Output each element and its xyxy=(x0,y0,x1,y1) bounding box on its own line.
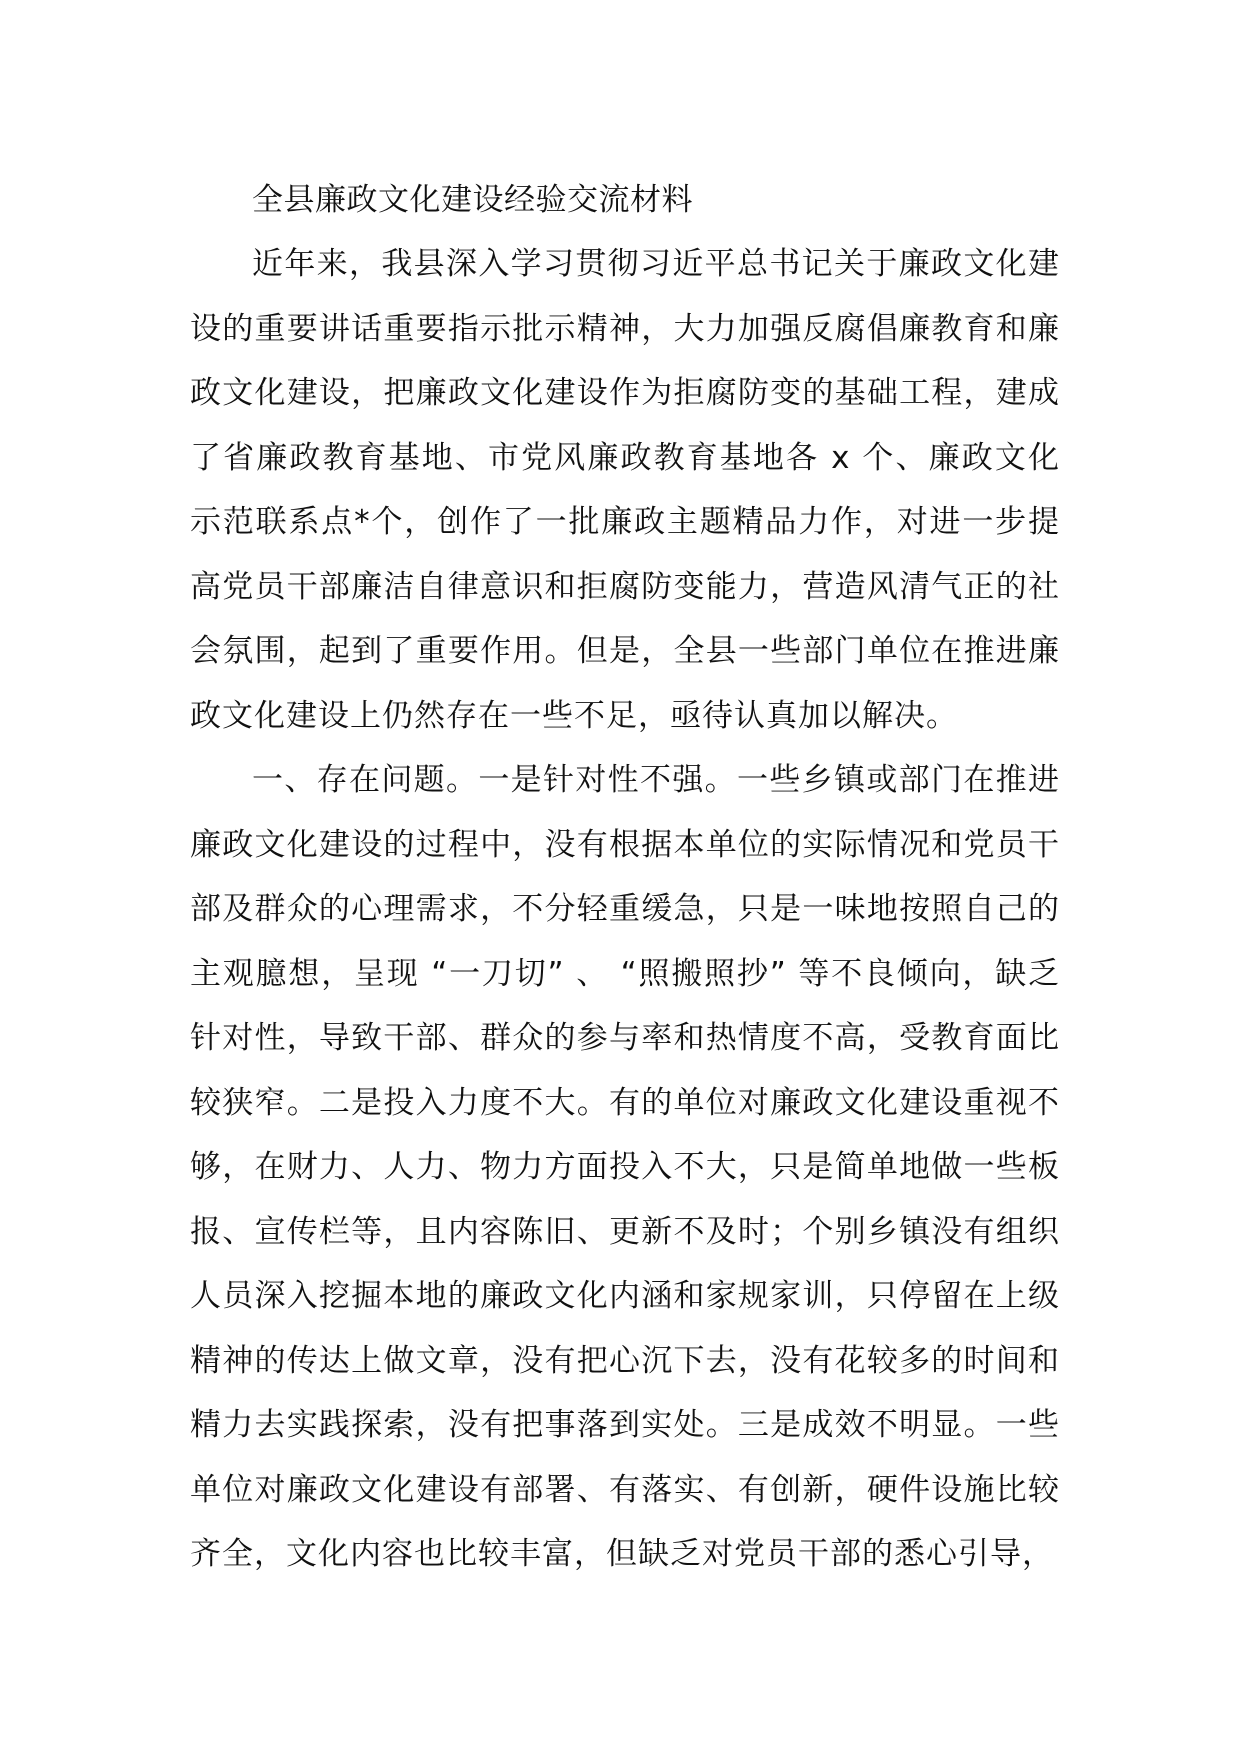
paragraph-problems: 一、存在问题。一是针对性不强。一些乡镇或部门在推进廉政文化建设的过程中，没有根据本单位的实际情况和党员干部及群众的心理需求，不分轻重缓急，只是一味地按照自己的主观臆想，呈现 “一刀切” 、 “照搬照抄” 等不良倾向，缺乏针对性，导致干部、群众的参与率和热情度不高，受教育面比较狭窄。二是投入力度不大。有的单位对廉政文化建设重视不够，在财力、人力、物力方面投入不大，只是简单地做一些板报、宣传栏等，且内容陈旧、更新不及时；个别乡镇没有组织人员深入挖掘本地的廉政文化内涵和家规家训，只停留在上级精神的传达上做文章，没有把心沉下去，没有花较多的时间和精力去实践探索，没有把事落到实处。三是成效不明显。一些单位对廉政文化建设有部署、有落实、有创新，硬件设施比较齐全，文化内容也比较丰富，但缺乏对党员干部的悉心引导， xyxy=(190,762,1060,1572)
document-title: 全县廉政文化建设经验交流材料 xyxy=(252,182,693,218)
paragraph-intro: 近年来，我县深入学习贯彻习近平总书记关于廉政文化建设的重要讲话重要指示批示精神，大力加强反腐倡廉教育和廉政文化建设，把廉政文化建设作为拒腐防变的基础工程，建成了省廉政教育基地、市党风廉政教育基地各 x 个、廉政文化示范联系点*个，创作了一批廉政主题精品力作，对进一步提高党员干部廉洁自律意识和拒腐防变能力，营造风清气正的社会氛围，起到了重要作用。但是，全县一些部门单位在推进廉政文化建设上仍然存在一些不足，亟待认真加以解决。 xyxy=(190,246,1060,734)
document-body xyxy=(190,168,1060,1587)
